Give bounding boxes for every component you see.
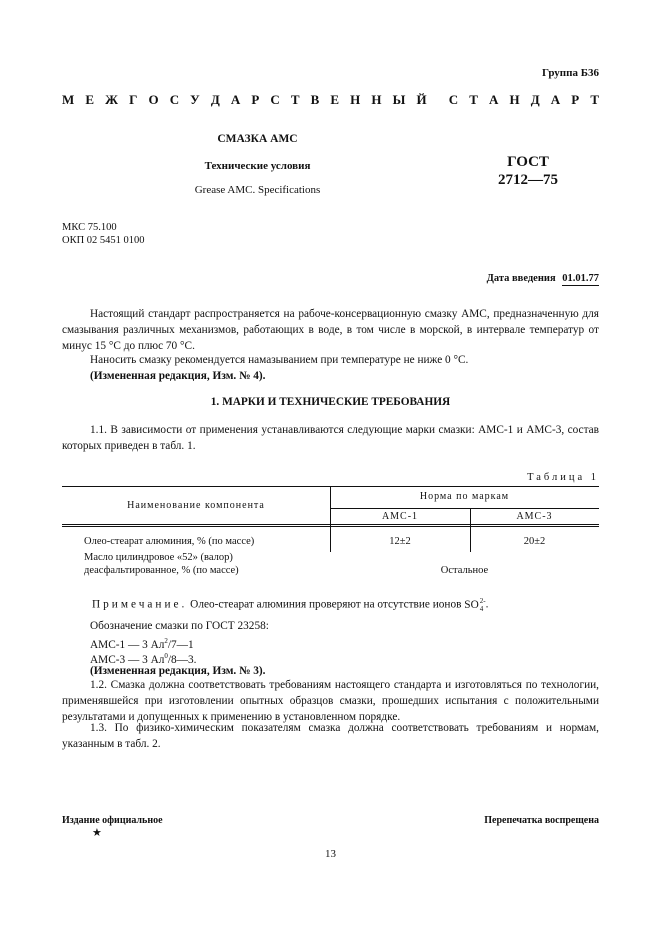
composition-table xyxy=(62,486,599,584)
banner-letter: У xyxy=(190,92,200,107)
row-oil-name: Масло цилиндровое «52» (валор) деасфальтированное, % (по массе) xyxy=(84,552,239,576)
section-heading: 1. МАРКИ И ТЕХНИЧЕСКИЕ ТРЕБОВАНИЯ xyxy=(210,396,451,408)
banner-letter: М xyxy=(62,92,75,107)
header-component: Наименование компонента xyxy=(127,500,265,511)
banner-letter: Ж xyxy=(105,92,118,107)
english-title: Grease AMC. Specifications xyxy=(194,184,321,196)
table-caption: Таблица 1 xyxy=(527,472,599,483)
document-title: СМАЗКА АМС xyxy=(217,133,298,145)
banner-letter: С xyxy=(448,92,459,107)
banner-letter: Р xyxy=(251,92,260,107)
banner-letter: Н xyxy=(371,92,382,107)
note-label: Примечание. xyxy=(92,598,188,611)
banner-letter: С xyxy=(169,92,180,107)
table-header-split xyxy=(330,508,599,509)
header-ams1: АМС-1 xyxy=(381,511,419,522)
application-paragraph: Наносить смазку рекомендуется намазыванием при температуре не ниже 0 °С. xyxy=(90,354,469,366)
reprint-prohibited: Перепечатка воспрещена xyxy=(484,815,599,826)
banner-letter: Н xyxy=(509,92,520,107)
intro-date-label: Дата введения xyxy=(486,273,556,284)
note-ion-symbol: SO xyxy=(464,598,479,611)
banner-letter: Е xyxy=(330,92,340,107)
designation-ams1-sup: 2 xyxy=(164,637,168,645)
banner-letter: О xyxy=(148,92,159,107)
note-text: Олео-стеарат алюминия проверяют на отсутствие ионов xyxy=(187,598,465,611)
banner-letter: Д xyxy=(210,92,220,107)
banner-letter: Р xyxy=(571,92,580,107)
row-oil-merged-value: Остальное xyxy=(440,565,489,576)
designation-ams3-text: АМС-3 — 3 Ал xyxy=(90,653,165,666)
row-oleo-stearate-ams1: 12±2 xyxy=(389,536,411,547)
banner-letter: Т xyxy=(590,92,599,107)
banner-letter: Й xyxy=(416,92,427,107)
designation-ams3-sup: 0 xyxy=(164,652,168,660)
note-ion-charge: 2- xyxy=(479,597,486,605)
banner-letter: Т xyxy=(290,92,300,107)
designation-ams1-tail: /7—1 xyxy=(167,638,194,651)
intro-date-value: 01.01.77 xyxy=(562,273,599,284)
scope-paragraph: Настоящий стандарт распространяется на рабоче-консервационную смазку АМС, предназначенную для смазывания различных механизмов, работающих в воде, в том числе в морской, в интервале температур от минус 15 °С до плюс 70 °С. xyxy=(62,308,599,352)
banner-letter: Е xyxy=(85,92,95,107)
intro-date xyxy=(487,273,599,284)
header-norm: Норма по маркам xyxy=(419,491,510,502)
row-oleo-stearate-name: Олео-стеарат алюминия, % (по массе) xyxy=(84,536,255,547)
banner-letter: Т xyxy=(469,92,478,107)
note-end: . xyxy=(485,598,489,611)
star-icon: ★ xyxy=(92,827,102,839)
gost-block xyxy=(480,153,576,189)
banner-letter: Н xyxy=(350,92,361,107)
banner-letter: В xyxy=(310,92,320,107)
header-ams3: АМС-3 xyxy=(516,511,553,522)
clause-1-3: 1.3. По физико-химическим показателям смазка должна соответствовать требованиям и нормам, указанным в табл. 2. xyxy=(62,722,599,750)
group-code: Группа Б36 xyxy=(542,67,599,79)
mks-code: МКС 75.100 xyxy=(62,222,117,233)
table-header-rule xyxy=(62,524,599,525)
designation-ams1-text: АМС-1 — 3 Ал xyxy=(90,638,165,651)
gost-number: 2712—75 xyxy=(498,172,558,188)
banner-letter: Г xyxy=(129,92,138,107)
note-ion xyxy=(464,599,485,611)
classification-codes xyxy=(62,221,145,247)
table-note xyxy=(92,597,488,613)
row-oleo-stearate-ams3: 20±2 xyxy=(523,536,546,547)
banner-letter: А xyxy=(550,92,561,107)
banner-letter: Ы xyxy=(392,92,406,107)
designation-ams3-tail: /8—3. xyxy=(167,653,197,666)
clause-1-2: 1.2. Смазка должна соответствовать требованиям настоящего стандарта и изготовляться по технологии, применявшейся при изготовлении опытных образцов смазки, прошедших испытания с положительными результатами и допущенных к применению в установленном порядке. xyxy=(62,679,599,723)
designation-heading: Обозначение смазки по ГОСТ 23258: xyxy=(90,620,269,632)
banner-letter: Д xyxy=(530,92,540,107)
banner-letter: С xyxy=(270,92,280,107)
note-ion-index: 4 xyxy=(479,605,484,613)
table-header-rule-double xyxy=(62,526,599,527)
okp-code: ОКП 02 5451 0100 xyxy=(62,235,145,246)
gost-label: ГОСТ xyxy=(507,154,549,170)
official-edition: Издание официальное xyxy=(62,815,163,826)
amendment-note-4: (Измененная редакция, Изм. № 4). xyxy=(90,370,266,382)
standard-banner xyxy=(62,92,599,108)
page-number: 13 xyxy=(325,848,336,860)
document-subtitle: Технические условия xyxy=(204,160,311,172)
amendment-note-3: (Измененная редакция, Изм. № 3). xyxy=(90,665,266,677)
banner-letter: А xyxy=(489,92,499,107)
banner-letter: А xyxy=(230,92,241,107)
clause-1-1: 1.1. В зависимости от применения устанавливаются следующие марки смазки: АМС-1 и АМС-3, состав которых приведен в табл. 1. xyxy=(62,424,599,452)
